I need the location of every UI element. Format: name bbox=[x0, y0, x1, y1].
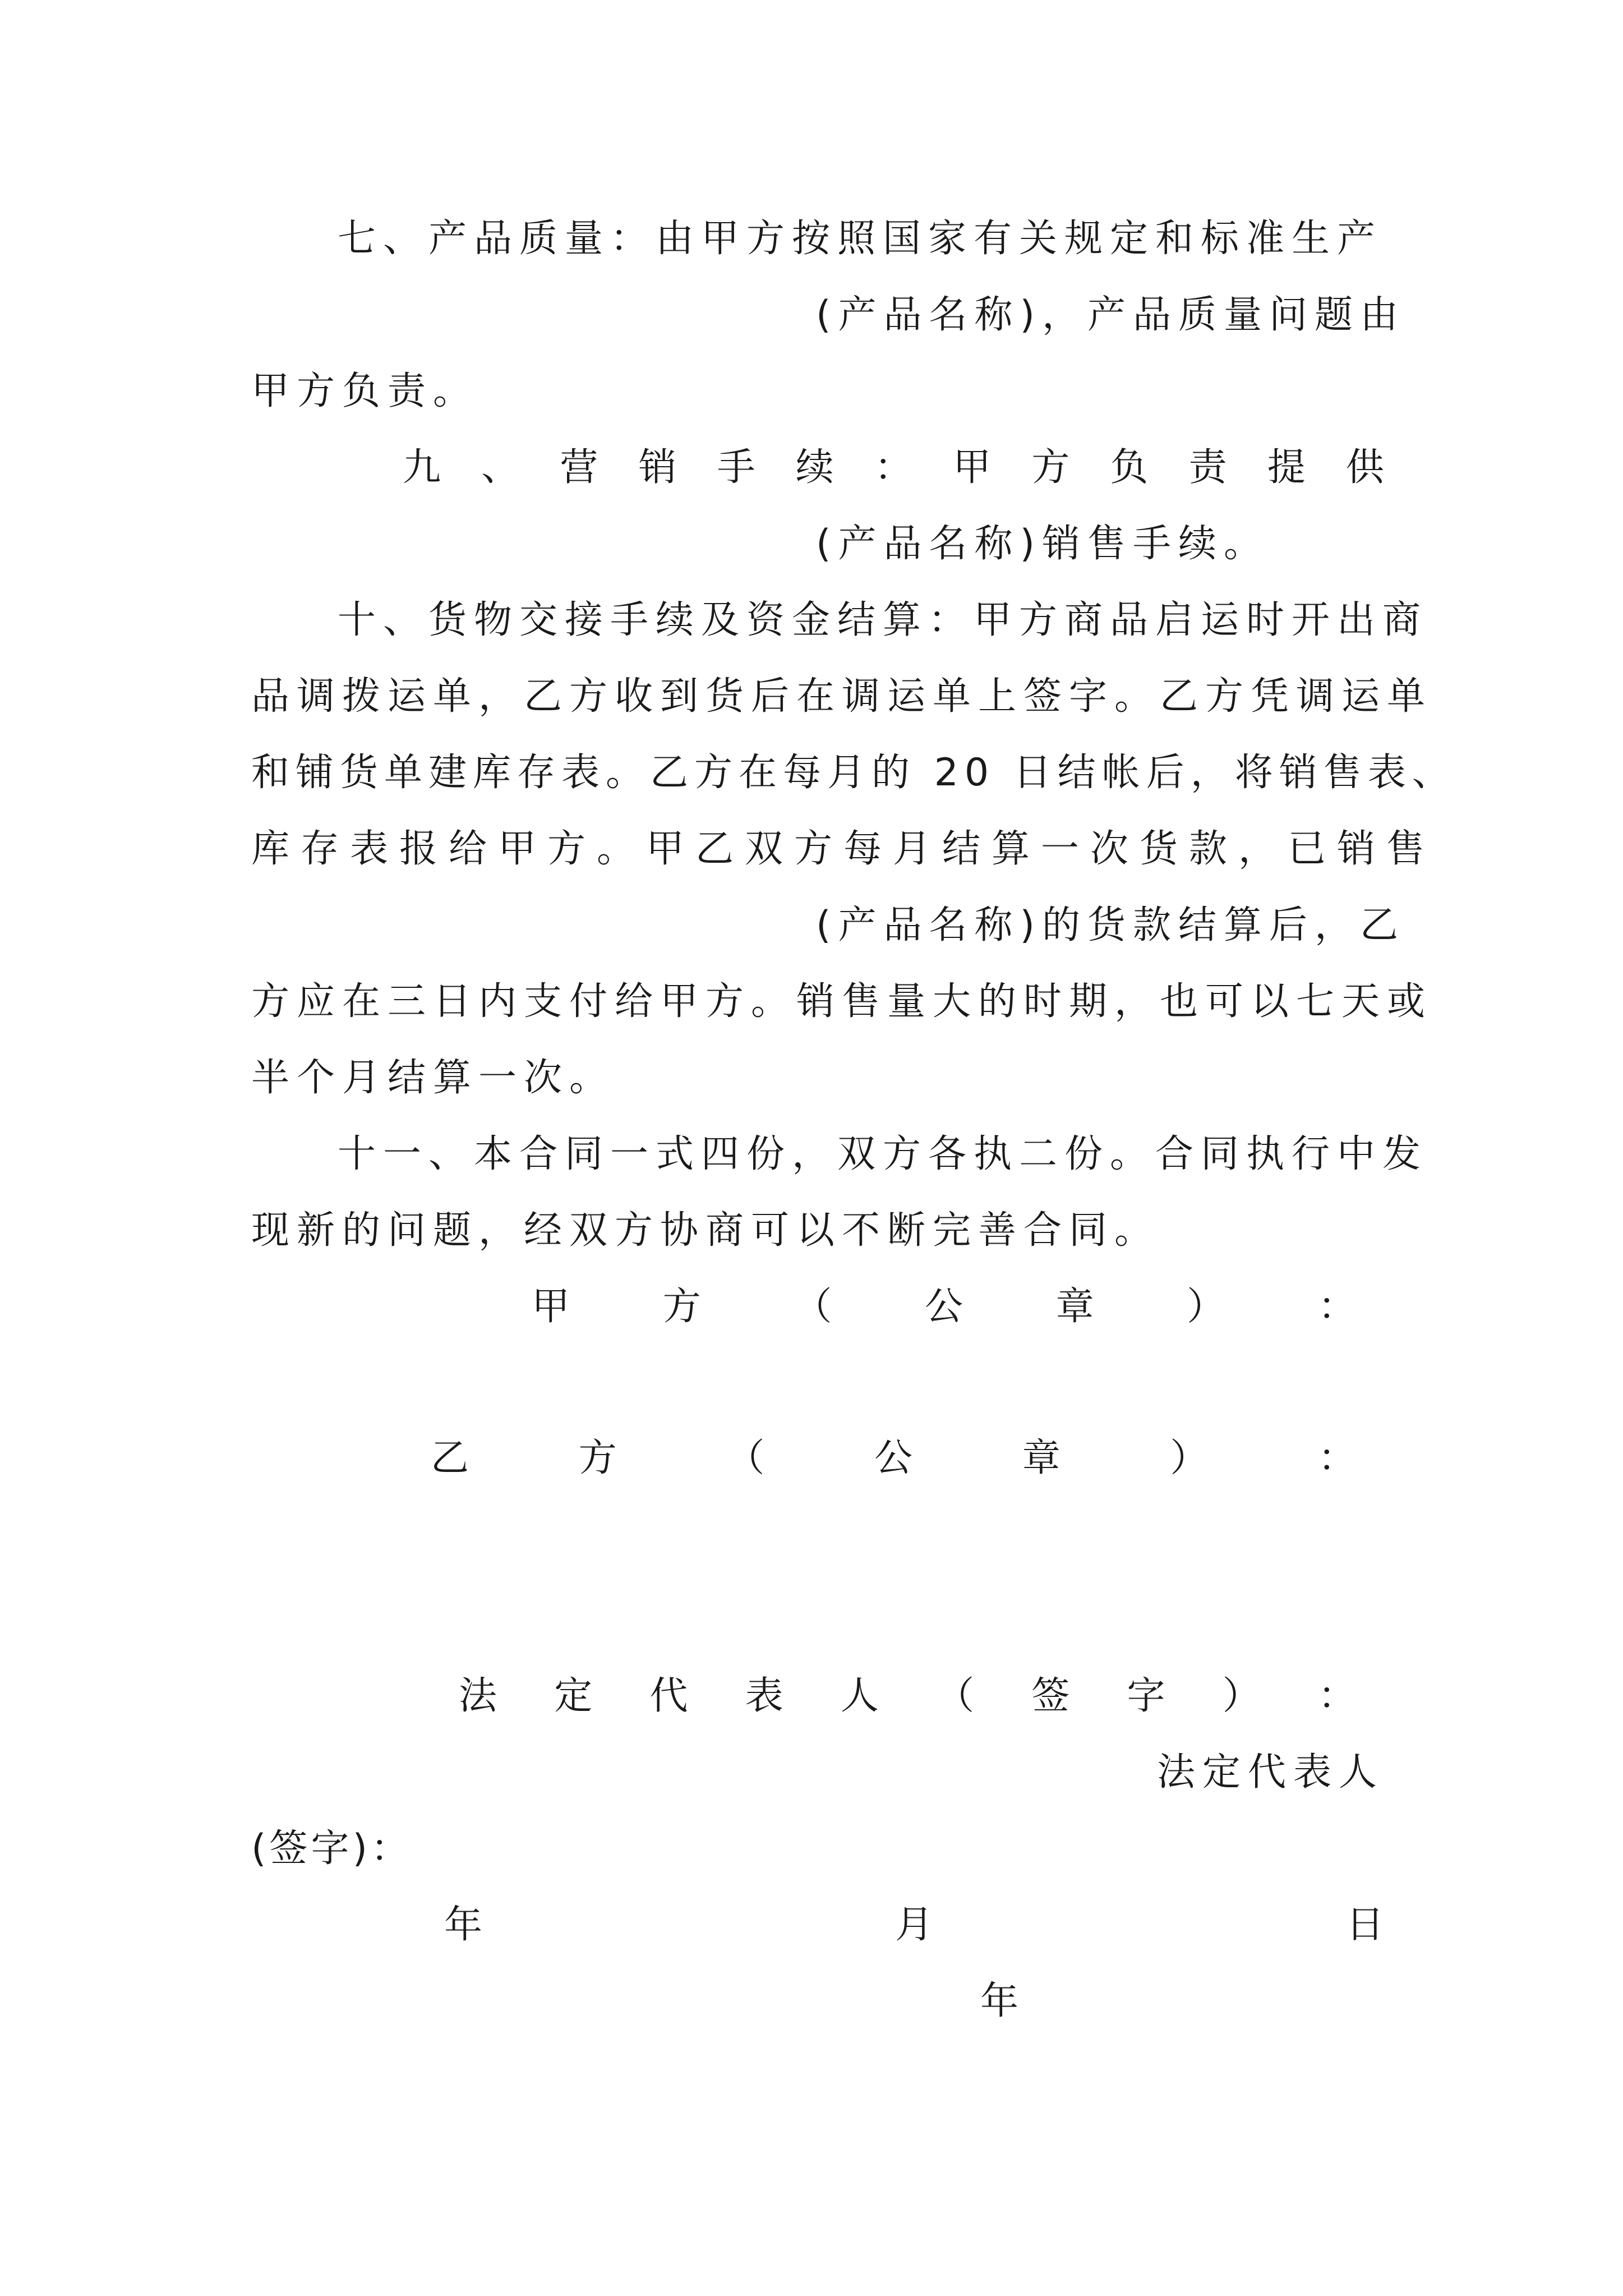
date-day-char: 日 bbox=[1345, 1903, 1384, 1947]
s9-char: 营 bbox=[560, 445, 598, 490]
party-b-char: 公 bbox=[874, 1436, 912, 1480]
rep-char: 代 bbox=[649, 1674, 688, 1718]
party-b-char: 章 bbox=[1022, 1436, 1061, 1480]
date-line2: 年 bbox=[980, 1979, 1026, 2023]
s9-char: 续 bbox=[795, 445, 834, 490]
s9-char: ： bbox=[874, 445, 912, 490]
section7-line1: 七、产品质量：由甲方按照国家有关规定和标准生产 bbox=[338, 217, 1383, 261]
party-b-char: ： bbox=[1317, 1436, 1356, 1480]
s9-char: 销 bbox=[638, 445, 677, 490]
s9-char: 负 bbox=[1110, 445, 1149, 490]
section10-line2: 品调拨运单，乙方收到货后在调运单上签字。乙方凭调运单 bbox=[251, 674, 1433, 719]
section7-line3: 甲方负责。 bbox=[251, 369, 479, 413]
section11-line1: 十一、本合同一式四份，双方各执二份。合同执行中发 bbox=[338, 1132, 1428, 1176]
party-b-char: （ bbox=[726, 1436, 765, 1480]
section10-line6: 方应在三日内支付给甲方。销售量大的时期，也可以七天或 bbox=[251, 979, 1433, 1024]
rep-char: 法 bbox=[459, 1674, 497, 1718]
date-line bbox=[444, 1900, 1384, 1950]
s9-char: 责 bbox=[1188, 445, 1227, 490]
legal-rep-line bbox=[459, 1671, 1356, 1722]
s9-char: 、 bbox=[481, 445, 520, 490]
party-a-char: （ bbox=[794, 1285, 832, 1329]
party-b-char: 乙 bbox=[431, 1436, 469, 1480]
section10-line7: 半个月结算一次。 bbox=[251, 1056, 615, 1100]
rep-char: ： bbox=[1317, 1674, 1356, 1718]
section7-line2: (产品名称)，产品质量问题由 bbox=[816, 293, 1406, 337]
s9-char: 手 bbox=[717, 445, 755, 490]
rep-char: 定 bbox=[554, 1674, 593, 1718]
section10-line5: (产品名称)的货款结算后，乙 bbox=[816, 903, 1406, 947]
rep-char: 人 bbox=[840, 1674, 879, 1718]
party-a-char: 方 bbox=[662, 1285, 701, 1329]
legal-rep-line3: (签字)： bbox=[251, 1826, 413, 1871]
party-a-char: ： bbox=[1317, 1285, 1356, 1329]
section10-line3: 和铺货单建库存表。乙方在每月的 20 日结帐后，将销售表、 bbox=[251, 751, 1456, 795]
party-b-char: 方 bbox=[578, 1436, 617, 1480]
rep-char: 字 bbox=[1127, 1674, 1165, 1718]
s9-char: 供 bbox=[1345, 445, 1384, 490]
party-a-seal-line bbox=[532, 1282, 1356, 1332]
s9-char: 方 bbox=[1031, 445, 1070, 490]
s9-char: 甲 bbox=[953, 445, 992, 490]
party-a-char: 公 bbox=[924, 1285, 963, 1329]
legal-rep-line2: 法定代表人 bbox=[1156, 1750, 1384, 1795]
section10-line4: 库存表报给甲方。甲乙双方每月结算一次货款，已销售 bbox=[251, 827, 1436, 871]
date-month-char: 月 bbox=[895, 1903, 933, 1947]
party-a-char: ） bbox=[1187, 1285, 1225, 1329]
rep-char: 表 bbox=[745, 1674, 783, 1718]
rep-char: （ bbox=[936, 1674, 975, 1718]
date-year-char: 年 bbox=[444, 1903, 483, 1947]
section11-line2: 现新的问题，经双方协商可以不断完善合同。 bbox=[251, 1208, 1160, 1253]
section10-line1: 十、货物交接手续及资金结算：甲方商品启运时开出商 bbox=[338, 598, 1428, 642]
party-a-char: 甲 bbox=[532, 1285, 570, 1329]
party-b-char: ） bbox=[1170, 1436, 1209, 1480]
s9-char: 提 bbox=[1267, 445, 1306, 490]
rep-char: ） bbox=[1222, 1674, 1261, 1718]
rep-char: 签 bbox=[1031, 1674, 1070, 1718]
section9-line1 bbox=[403, 443, 1384, 493]
party-a-char: 章 bbox=[1055, 1285, 1094, 1329]
section9-line2: (产品名称)销售手续。 bbox=[816, 522, 1270, 566]
party-b-seal-line bbox=[431, 1433, 1356, 1484]
s9-char: 九 bbox=[403, 445, 441, 490]
